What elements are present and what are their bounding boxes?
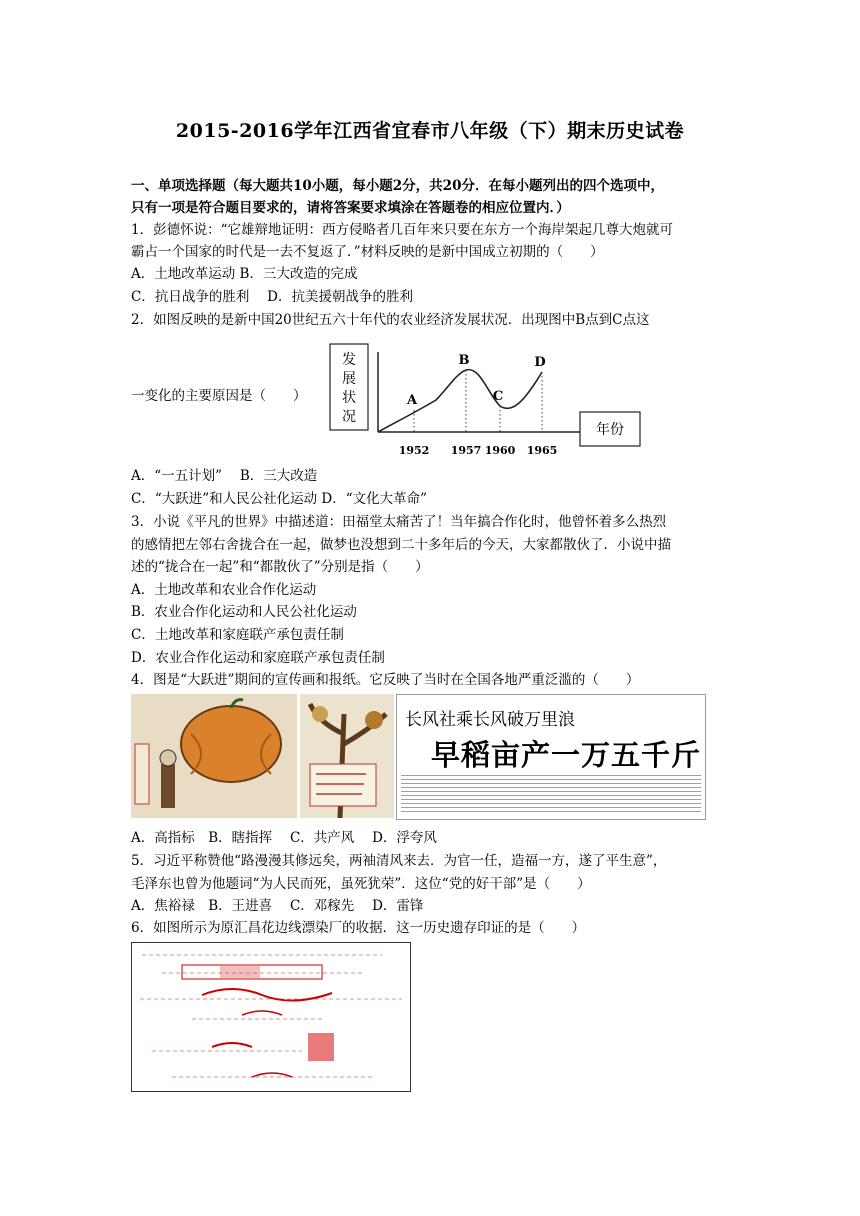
data-line: [378, 370, 542, 432]
q1-options-ab: A．土地改革运动 B．三大改造的完成: [131, 266, 358, 282]
q1-options-cd: C．抗日战争的胜利 D．抗美援朝战争的胜利: [131, 289, 413, 305]
x-tick-1952: 1952: [398, 444, 430, 457]
q3-option-a: A．土地改革和农业合作化运动: [131, 582, 317, 598]
q5-stem-cont: 毛泽东也曾为他题词“为人民而死，虽死犹荣”．这位“党的好干部”是（ ）: [131, 876, 591, 892]
q2-stem: 2．如图反映的是新中国20世纪五六十年代的农业经济发展状况．出现图中B点到C点这: [131, 312, 650, 328]
q4-stem: 4．图是“大跃进”期间的宣传画和报纸。它反映了当时在全国各地严重泛滥的（ ）: [131, 672, 640, 688]
q2-options-cd: C．“大跃进”和人民公社化运动 D．“文化大革命”: [131, 491, 428, 507]
newspaper-body-text: [401, 775, 701, 815]
historical-receipt-image: [131, 942, 411, 1092]
q3-stem: 3．小说《平凡的世界》中描述道：田福堂太痛苦了！当年搞合作化时，他曾怀着多么热烈: [131, 514, 667, 530]
section-heading: 一、单项选择题（每大题共10小题，每小题2分，共20分．在每小题列出的四个选项中，: [131, 178, 664, 194]
q2-line-chart: [326, 338, 644, 462]
q3-stem-cont: 的感情把左邻右舍拢合在一起，做梦也没想到二十多年后的今天，大家都散伙了．小说中描: [131, 537, 671, 553]
x-tick-1965: 1965: [526, 444, 558, 457]
q4-options: A．高指标 B．瞎指挥 C．共产风 D．浮夸风: [131, 830, 437, 846]
q6-stem: 6．如图所示为原汇昌花边线漂染厂的收据．这一历史遗存印证的是（ ）: [131, 920, 586, 936]
point-label-B: B: [458, 353, 470, 368]
propaganda-poster-tree: [300, 694, 394, 818]
point-label-A: A: [406, 393, 418, 408]
point-label-C: C: [492, 389, 504, 404]
page-title: 2015-2016学年江西省宜春市八年级（下）期末历史试卷: [175, 120, 685, 142]
q5-options: A．焦裕禄 B．王进喜 C．邓稼先 D．雷锋: [131, 898, 424, 914]
q3-stem-cont2: 述的“拢合在一起”和“都散伙了”分别是指（ ）: [131, 559, 429, 575]
newspaper-clipping: [396, 694, 706, 820]
q3-option-b: B．农业合作化运动和人民公社化运动: [131, 604, 357, 620]
q1-stem-cont: 霸占一个国家的时代是一去不复返了．”材料反映的是新中国成立初期的（ ）: [131, 244, 604, 260]
x-tick-1960: 1960: [484, 444, 516, 457]
chart-ylabel: 发展状况: [342, 352, 356, 425]
propaganda-poster-pumpkin: [131, 694, 297, 818]
q3-option-c: C．土地改革和家庭联产承包责任制: [131, 627, 344, 643]
q1-stem: 1．彭德怀说：“它雄辩地证明：西方侵略者几百年来只要在东方一个海岸架起几尊大炮就可: [131, 222, 673, 238]
chart-xlabel: 年份: [596, 422, 624, 438]
q2-options-ab: A．“一五计划” B．三大改造: [131, 468, 318, 484]
q5-stem: 5．习近平称赞他“路漫漫其修远矣，两袖清风来去．为官一任，造福一方，遂了平生意”，: [131, 853, 667, 869]
newspaper-headline: 早稻亩产一万五千斤: [431, 738, 702, 772]
point-label-D: D: [534, 355, 546, 370]
section-heading-cont: 只有一项是符合题目要求的，请将答案要求填涂在答题卷的相应位置内．）: [131, 200, 570, 216]
x-tick-1957: 1957: [450, 444, 482, 457]
q3-option-d: D．农业合作化运动和家庭联产承包责任制: [131, 650, 385, 666]
q2-stem-cont: 一变化的主要原因是（ ）: [131, 388, 307, 404]
newspaper-subheadline: 长风社乘长风破万里浪: [405, 710, 575, 730]
